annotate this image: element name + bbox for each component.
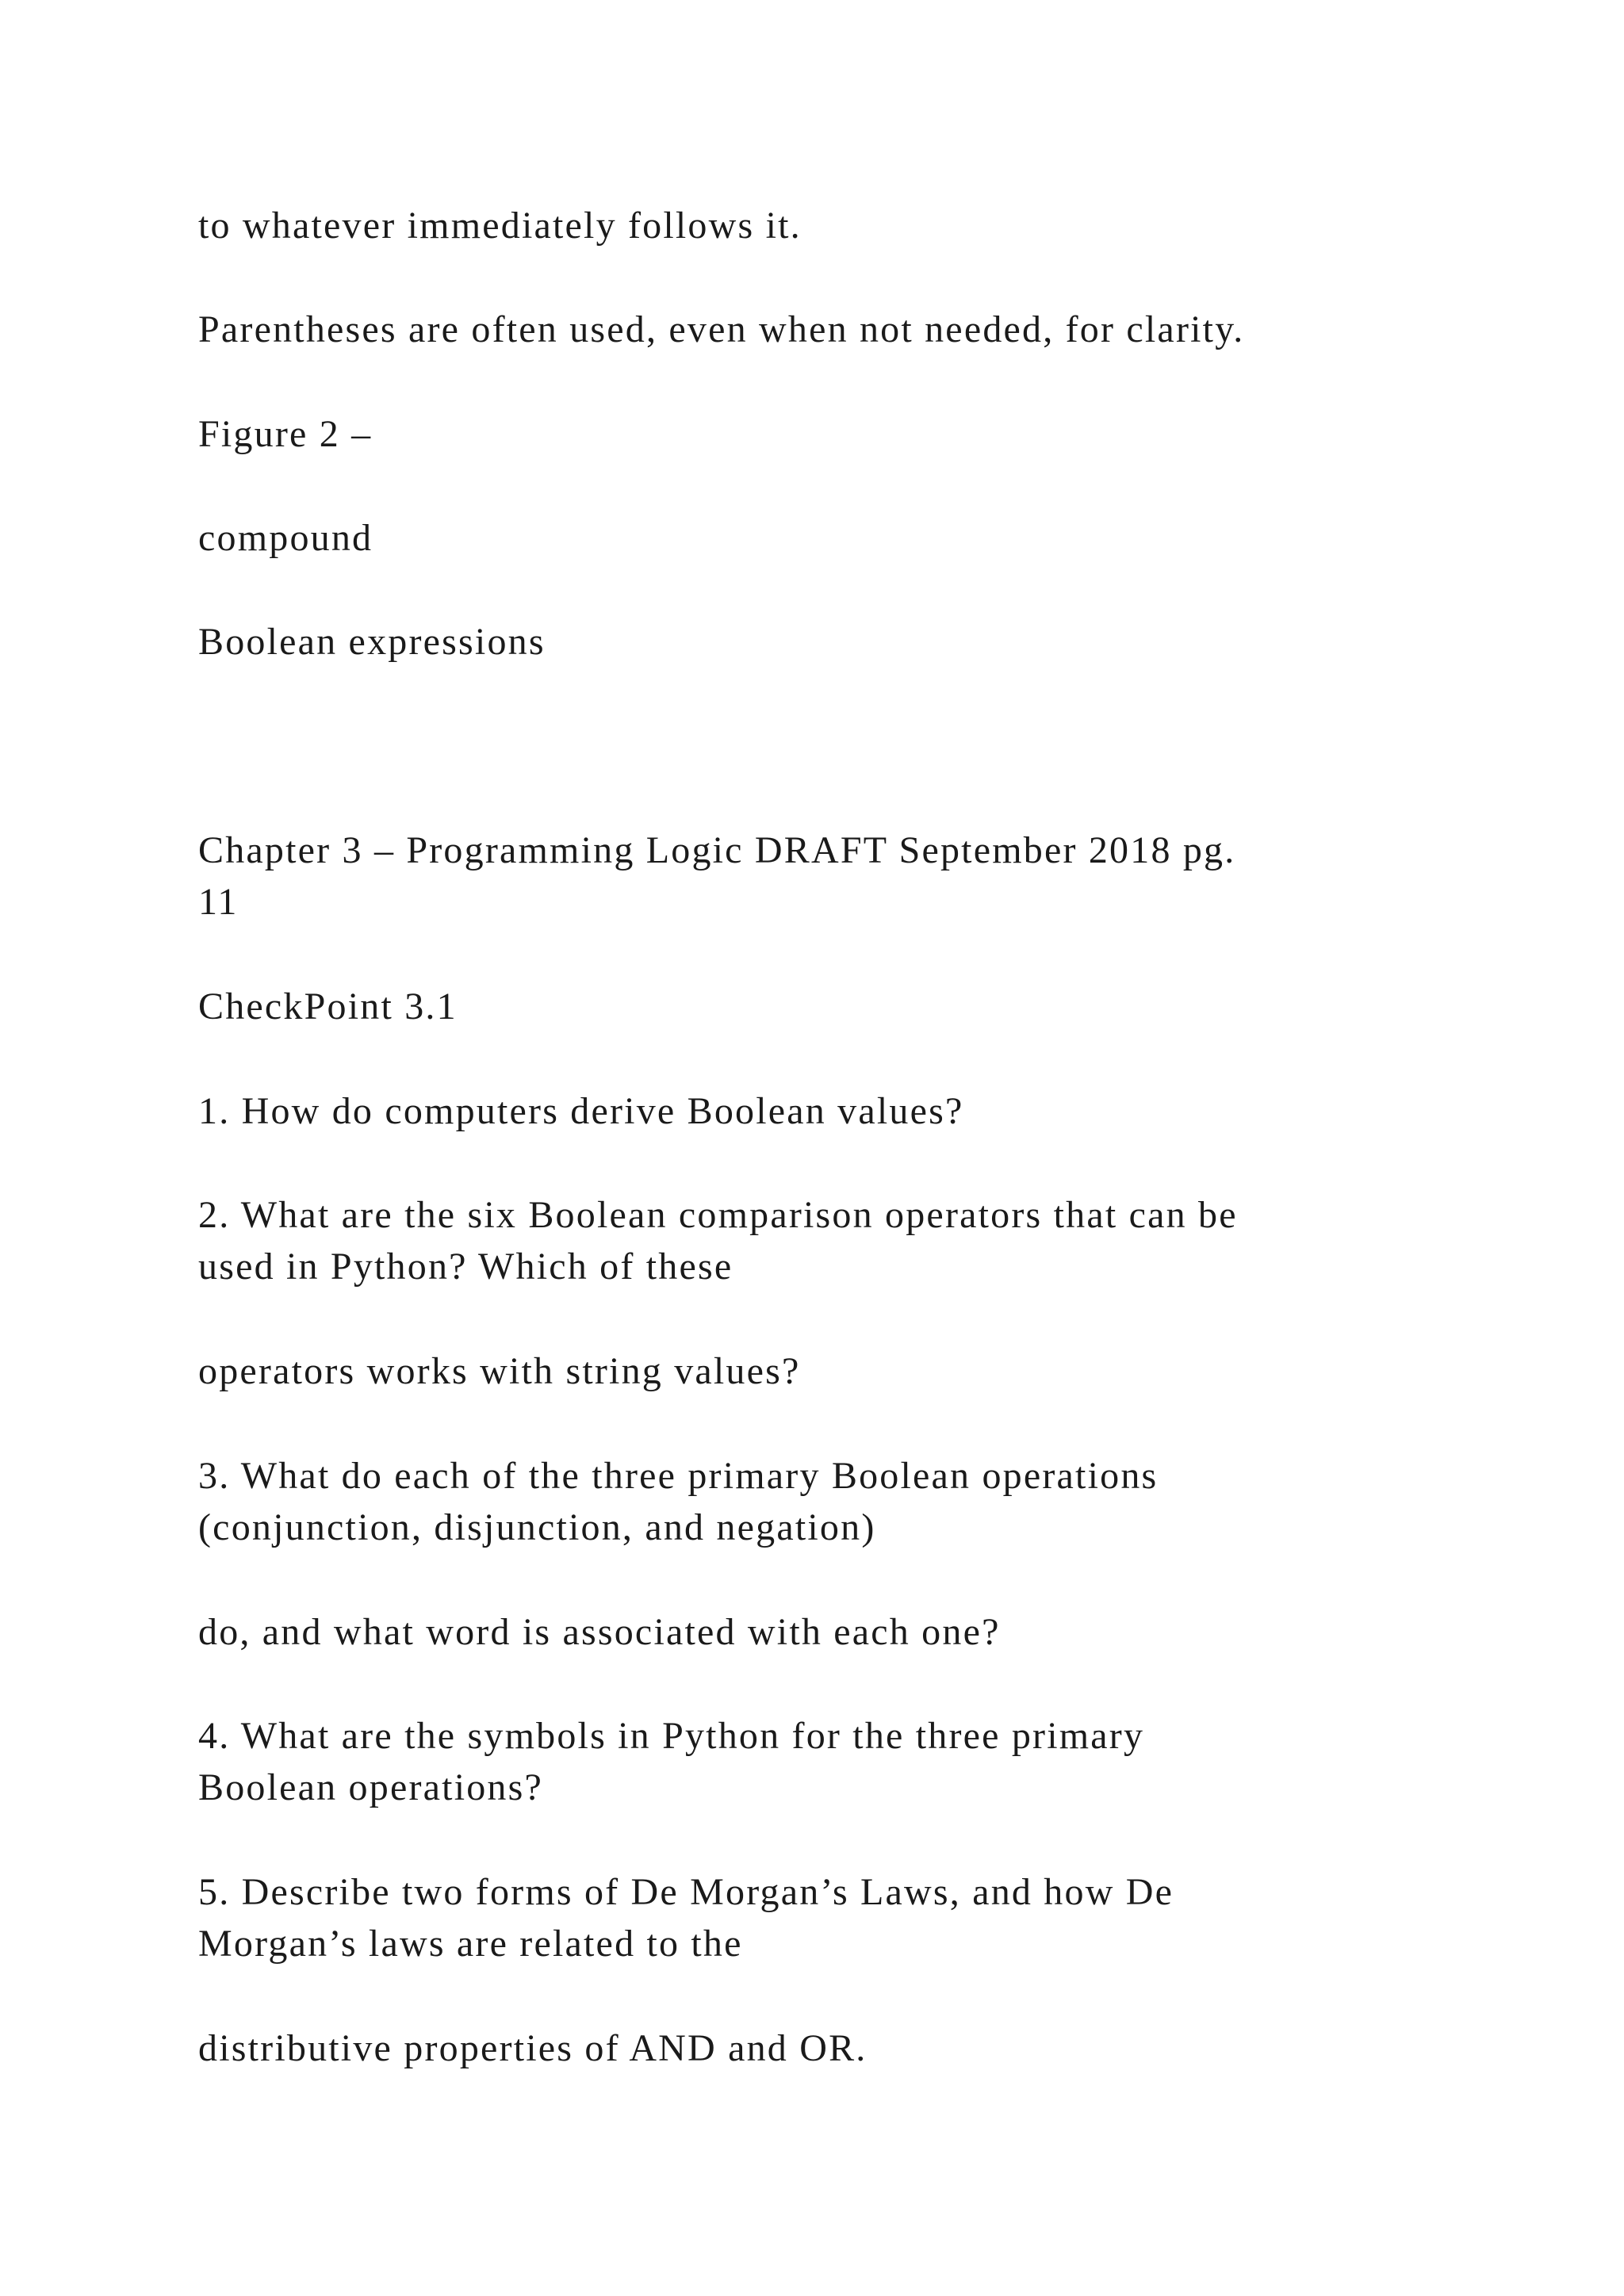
figure-caption-title xyxy=(198,616,1435,668)
text-line: 5. Describe two forms of De Morgan’s Laws, and how De xyxy=(198,1871,1174,1913)
question-5-continuation xyxy=(198,2022,1435,2074)
figure-caption-label xyxy=(198,408,1435,460)
question-2-continuation xyxy=(198,1345,1435,1397)
checkpoint-heading xyxy=(198,981,1435,1032)
page-footer xyxy=(198,825,1435,928)
figure-caption-word xyxy=(198,512,1435,564)
text-line: to whatever immediately follows it. xyxy=(198,205,802,247)
text-line: Chapter 3 – Programming Logic DRAFT September 2018 pg. xyxy=(198,829,1236,871)
text-line: Boolean operations? xyxy=(198,1766,544,1808)
text-line: operators works with string values? xyxy=(198,1350,801,1392)
text-line: used in Python? Which of these xyxy=(198,1246,733,1288)
text-line: distributive properties of AND and OR. xyxy=(198,2027,868,2069)
text-line: compound xyxy=(198,517,373,559)
text-line: 3. What do each of the three primary Boolean operations xyxy=(198,1455,1159,1497)
question-1 xyxy=(198,1085,1435,1137)
text-line: 4. What are the symbols in Python for the three primary xyxy=(198,1715,1145,1757)
text-line: Parentheses are often used, even when not needed, for clarity. xyxy=(198,308,1245,350)
text-line: Boolean expressions xyxy=(198,621,546,663)
question-2 xyxy=(198,1189,1435,1292)
text-paragraph-continuation xyxy=(198,200,1435,251)
text-line: CheckPoint 3.1 xyxy=(198,985,458,1027)
question-5 xyxy=(198,1866,1435,1969)
question-3 xyxy=(198,1450,1435,1553)
text-line: Morgan’s laws are related to the xyxy=(198,1923,743,1965)
text-line: (conjunction, disjunction, and negation) xyxy=(198,1506,876,1548)
text-line: do, and what word is associated with each one? xyxy=(198,1611,1001,1653)
text-line: Figure 2 – xyxy=(198,413,373,455)
question-4 xyxy=(198,1710,1435,1813)
text-paragraph-parentheses xyxy=(198,304,1435,355)
text-line: 1. How do computers derive Boolean values? xyxy=(198,1090,964,1132)
text-line: 11 xyxy=(198,881,239,923)
text-line: 2. What are the six Boolean comparison operators that can be xyxy=(198,1194,1238,1236)
question-3-continuation xyxy=(198,1606,1435,1658)
